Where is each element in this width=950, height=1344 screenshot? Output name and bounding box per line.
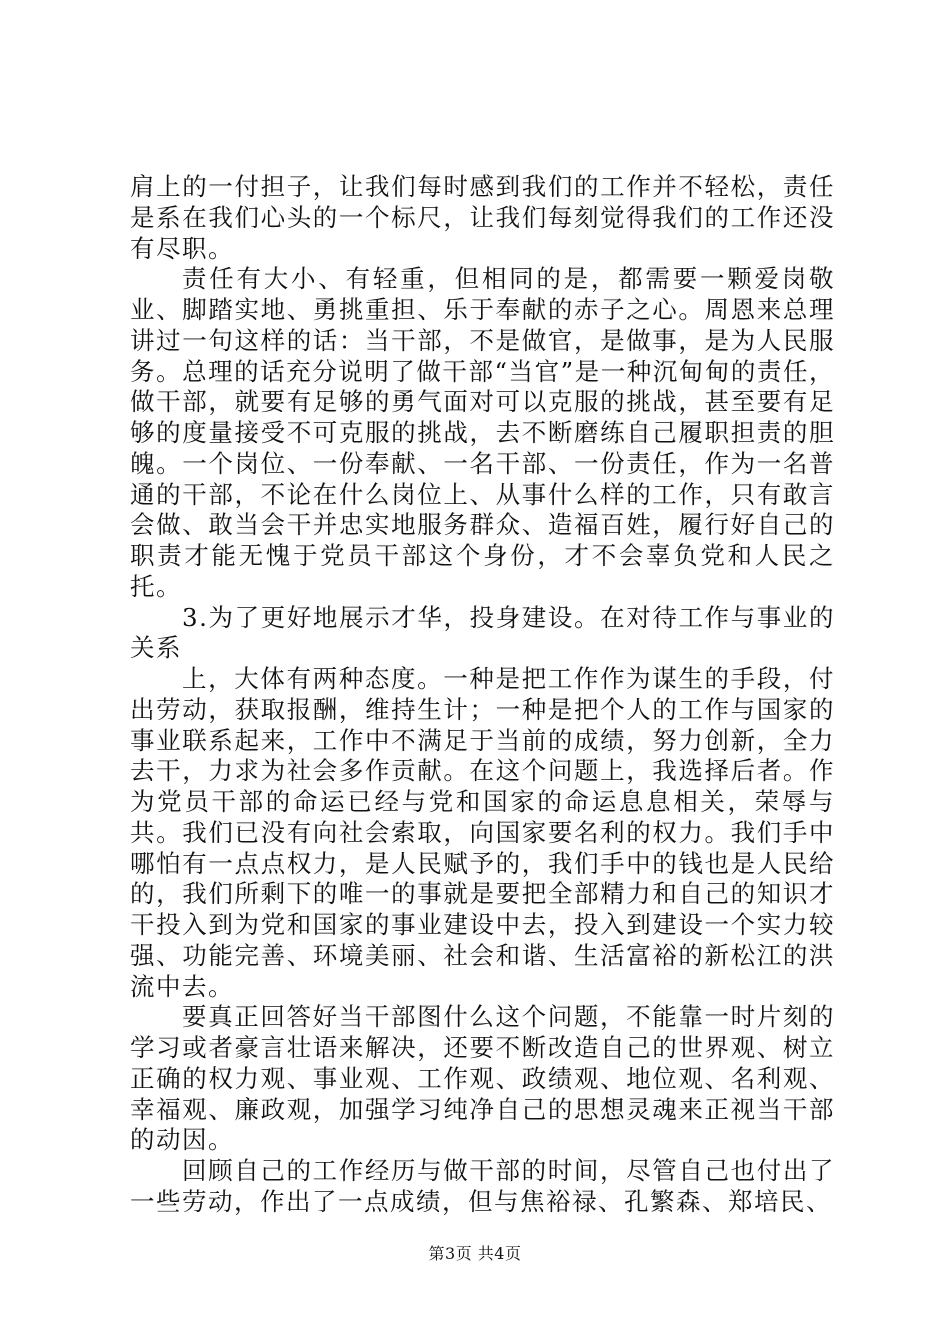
document-body — [130, 172, 835, 1218]
paragraph-review: 回顾自己的工作经历与做干部的时间，尽管自己也付出了一些劳动，作出了一点成绩，但与焦裕禄、孔繁森、郑培民、 — [130, 1156, 835, 1216]
paragraph-answer: 要真正回答好当干部图什么这个问题，不能靠一时片刻的学习或者豪言壮语来解决，还要不断改造自己的世界观、树立正确的权力观、事业观、工作观、政绩观、地位观、名利观、幸福观、廉政观，加强学习纯净自己的思想灵魂来正视当干部的动因。 — [130, 1002, 835, 1155]
page-footer: 第3页 共4页 — [428, 1244, 522, 1263]
paragraph-point-3: 3.为了更好地展示才华，投身建设。在对待工作与事业的关系 — [130, 602, 835, 663]
paragraph-continuation: 肩上的一付担子，让我们每时感到我们的工作并不轻松，责任是系在我们心头的一个标尺，让我们每刻觉得我们的工作还没有尽职。 — [130, 172, 835, 263]
paragraph-responsibility: 责任有大小、有轻重，但相同的是，都需要一颗爱岗敬业、脚踏实地、勇挑重担、乐于奉献的赤子之心。周恩来总理讲过一句这样的话：当干部，不是做官，是做事，是为人民服务。总理的话充分说明了做干部“当官”是一种沉甸甸的责任，做干部，就要有足够的勇气面对可以克服的挑战，甚至要有足够的度量接受不可克服的挑战，去不断磨练自己履职担责的胆魄。一个岗位、一份奉献、一名干部、一份责任，作为一名普通的干部，不论在什么岗位上、从事什么样的工作，只有敢言会做、敢当会干并忠实地服务群众、造福百姓，履行好自己的职责才能无愧于党员干部这个身份，才不会辜负党和人民之托。 — [130, 264, 835, 601]
paragraph-two-attitudes: 上，大体有两种态度。一种是把工作作为谋生的手段，付出劳动，获取报酬，维持生计；一种是把个人的工作与国家的事业联系起来，工作中不满足于当前的成绩，努力创新，全力去干，力求为社会多作贡献。在这个问题上，我选择后者。作为党员干部的命运已经与党和国家的命运息息相关，荣辱与共。我们已没有向社会索取，向国家要名利的权力。我们手中哪怕有一点点权力，是人民赋予的，我们手中的钱也是人民给的，我们所剩下的唯一的事就是要把全部精力和自己的知识才干投入到为党和国家的事业建设中去，投入到建设一个实力较强、功能完善、环境美丽、社会和谐、生活富裕的新松江的洪流中去。 — [130, 664, 835, 1001]
